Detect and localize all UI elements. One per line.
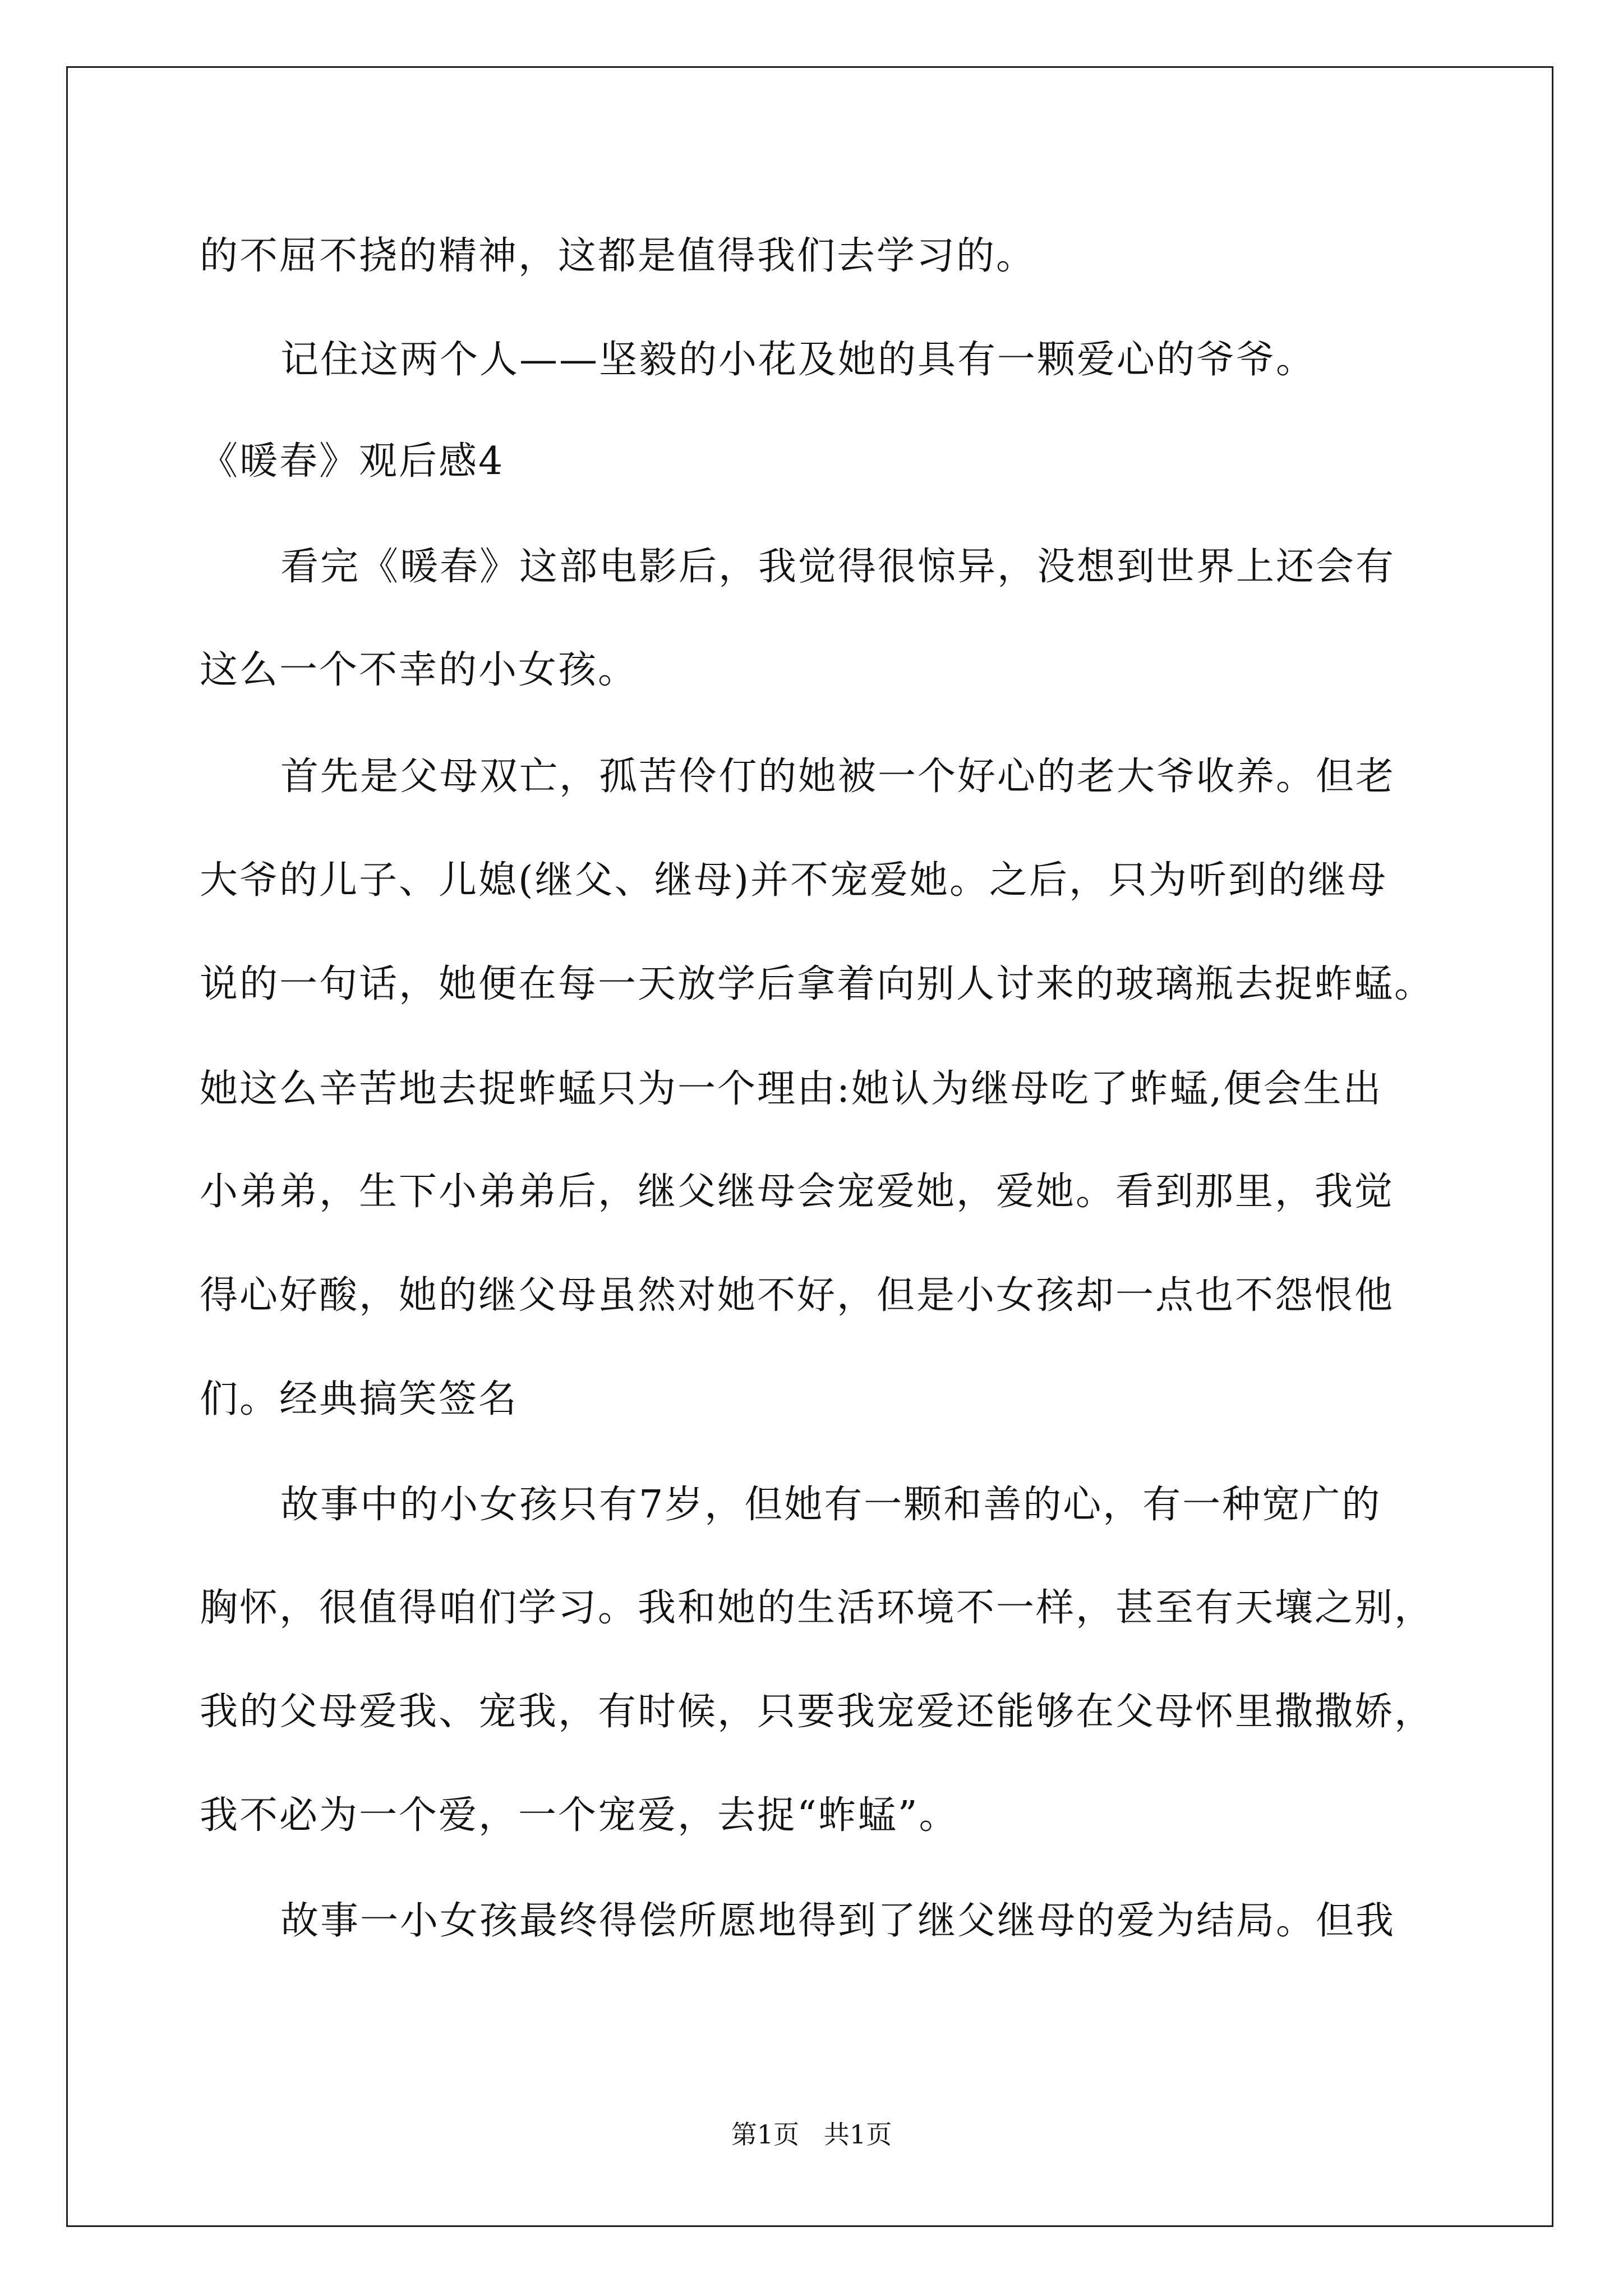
text-line: 首先是父母双亡，孤苦伶仃的她被一个好心的老大爷收养。但老 (280, 754, 1396, 799)
text-line: 说的一句话，她便在每一天放学后拿着向别人讨来的玻璃瓶去捉蚱蜢。 (200, 962, 1435, 1006)
text-line: 大爷的儿子、儿媳(继父、继母)并不宠爱她。之后，只为听到的继母 (200, 858, 1388, 903)
page-footer: 第1页 共1页 (731, 2119, 892, 2150)
text-line: 这么一个不幸的小女孩。 (200, 648, 638, 692)
text-line: 小弟弟，生下小弟弟后，继父继母会宠爱她，爱她。看到那里，我觉 (200, 1170, 1395, 1214)
text-line: 们。经典搞笑签名 (200, 1377, 519, 1421)
text-line: 的不屈不挠的精神，这都是值得我们去学习的。 (200, 234, 1036, 278)
text-line: 她这么辛苦地去捉蚱蜢只为一个理由:她认为继母吃了蚱蜢,便会生出 (200, 1067, 1383, 1111)
section-heading: 《暖春》观后感4 (200, 439, 505, 484)
text-line: 得心好酸，她的继父母虽然对她不好，但是小女孩却一点也不怨恨他 (200, 1273, 1395, 1318)
text-line: 故事一小女孩最终得偿所愿地得到了继父继母的爱为结局。但我 (280, 1899, 1396, 1943)
text-line: 看完《暖春》这部电影后，我觉得很惊异，没想到世界上还会有 (280, 545, 1396, 589)
text-line: 记住这两个人——坚毅的小花及她的具有一颗爱心的爷爷。 (280, 338, 1316, 382)
text-line: 胸怀，很值得咱们学习。我和她的生活环境不一样，甚至有天壤之别， (200, 1586, 1435, 1630)
text-line: 我的父母爱我、宠我，有时候，只要我宠爱还能够在父母怀里撒撒娇， (200, 1690, 1435, 1734)
text-line: 故事中的小女孩只有7岁，但她有一颗和善的心，有一种宽广的 (280, 1483, 1382, 1527)
text-line: 我不必为一个爱，一个宠爱，去捉“蚱蜢”。 (200, 1793, 959, 1838)
